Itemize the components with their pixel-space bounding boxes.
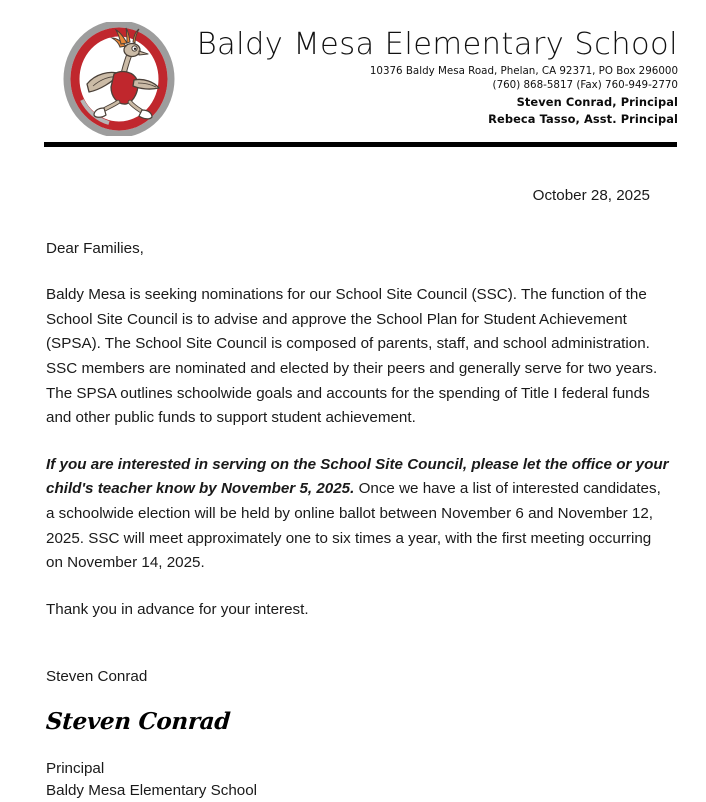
letter-salutation: Dear Families, <box>46 239 144 257</box>
school-phone-fax: (760) 868-5817 (Fax) 760-949-2770 <box>492 79 678 92</box>
school-name: Baldy Mesa Elementary School <box>196 27 678 62</box>
signer-title: Principal <box>46 760 105 778</box>
signer-organization: Baldy Mesa Elementary School <box>46 781 258 799</box>
letter-thank-you: Thank you in advance for your interest. <box>46 600 309 618</box>
school-address: 10376 Baldy Mesa Road, Phelan, CA 92371, PO Box 296000 <box>369 64 678 77</box>
assistant-principal-name: Rebeca Tasso, Asst. Principal <box>488 111 678 126</box>
letter-paragraph-2-emphasis: If you are interested in serving on the School Site Council, please let the office or your child's teacher know by November 5, 2025. <box>46 455 669 498</box>
letterhead-text-block <box>196 28 678 127</box>
roadrunner-mascot-logo <box>62 22 176 136</box>
school-logo <box>62 22 176 136</box>
letter-paragraph-2 <box>46 453 672 576</box>
letter-paragraph-1: Baldy Mesa is seeking nominations for our School Site Council (SSC). The function of the School Site Council is to advise and approve the School Plan for Student Achievement (SPSA). The School Site Council is composed of parents, staff, and school administration. SSC members are nominated and elected by their peers and generally serve for two years. The SPSA outlines schoolwide goals and accounts for the spending of Title I federal funds and other public funds to support student achievement. <box>46 286 658 427</box>
letter-paragraph-2-remainder: Once we have a list of interested candidates, a schoolwide election will be held by online ballot between November 6 and November 12, 2025. SSC will meet approximately one to six times a year, with the first meeting occurring on November 14, 2025. <box>46 480 661 572</box>
signature-block <box>46 758 672 801</box>
principal-name: Steven Conrad, Principal <box>516 94 678 109</box>
letterhead-divider <box>44 142 677 147</box>
signature: Steven Conrad <box>45 708 232 736</box>
letterhead <box>0 0 706 152</box>
letter-closing-name: Steven Conrad <box>46 667 148 685</box>
letter-date: October 28, 2025 <box>532 187 650 204</box>
letter-body <box>46 186 672 802</box>
